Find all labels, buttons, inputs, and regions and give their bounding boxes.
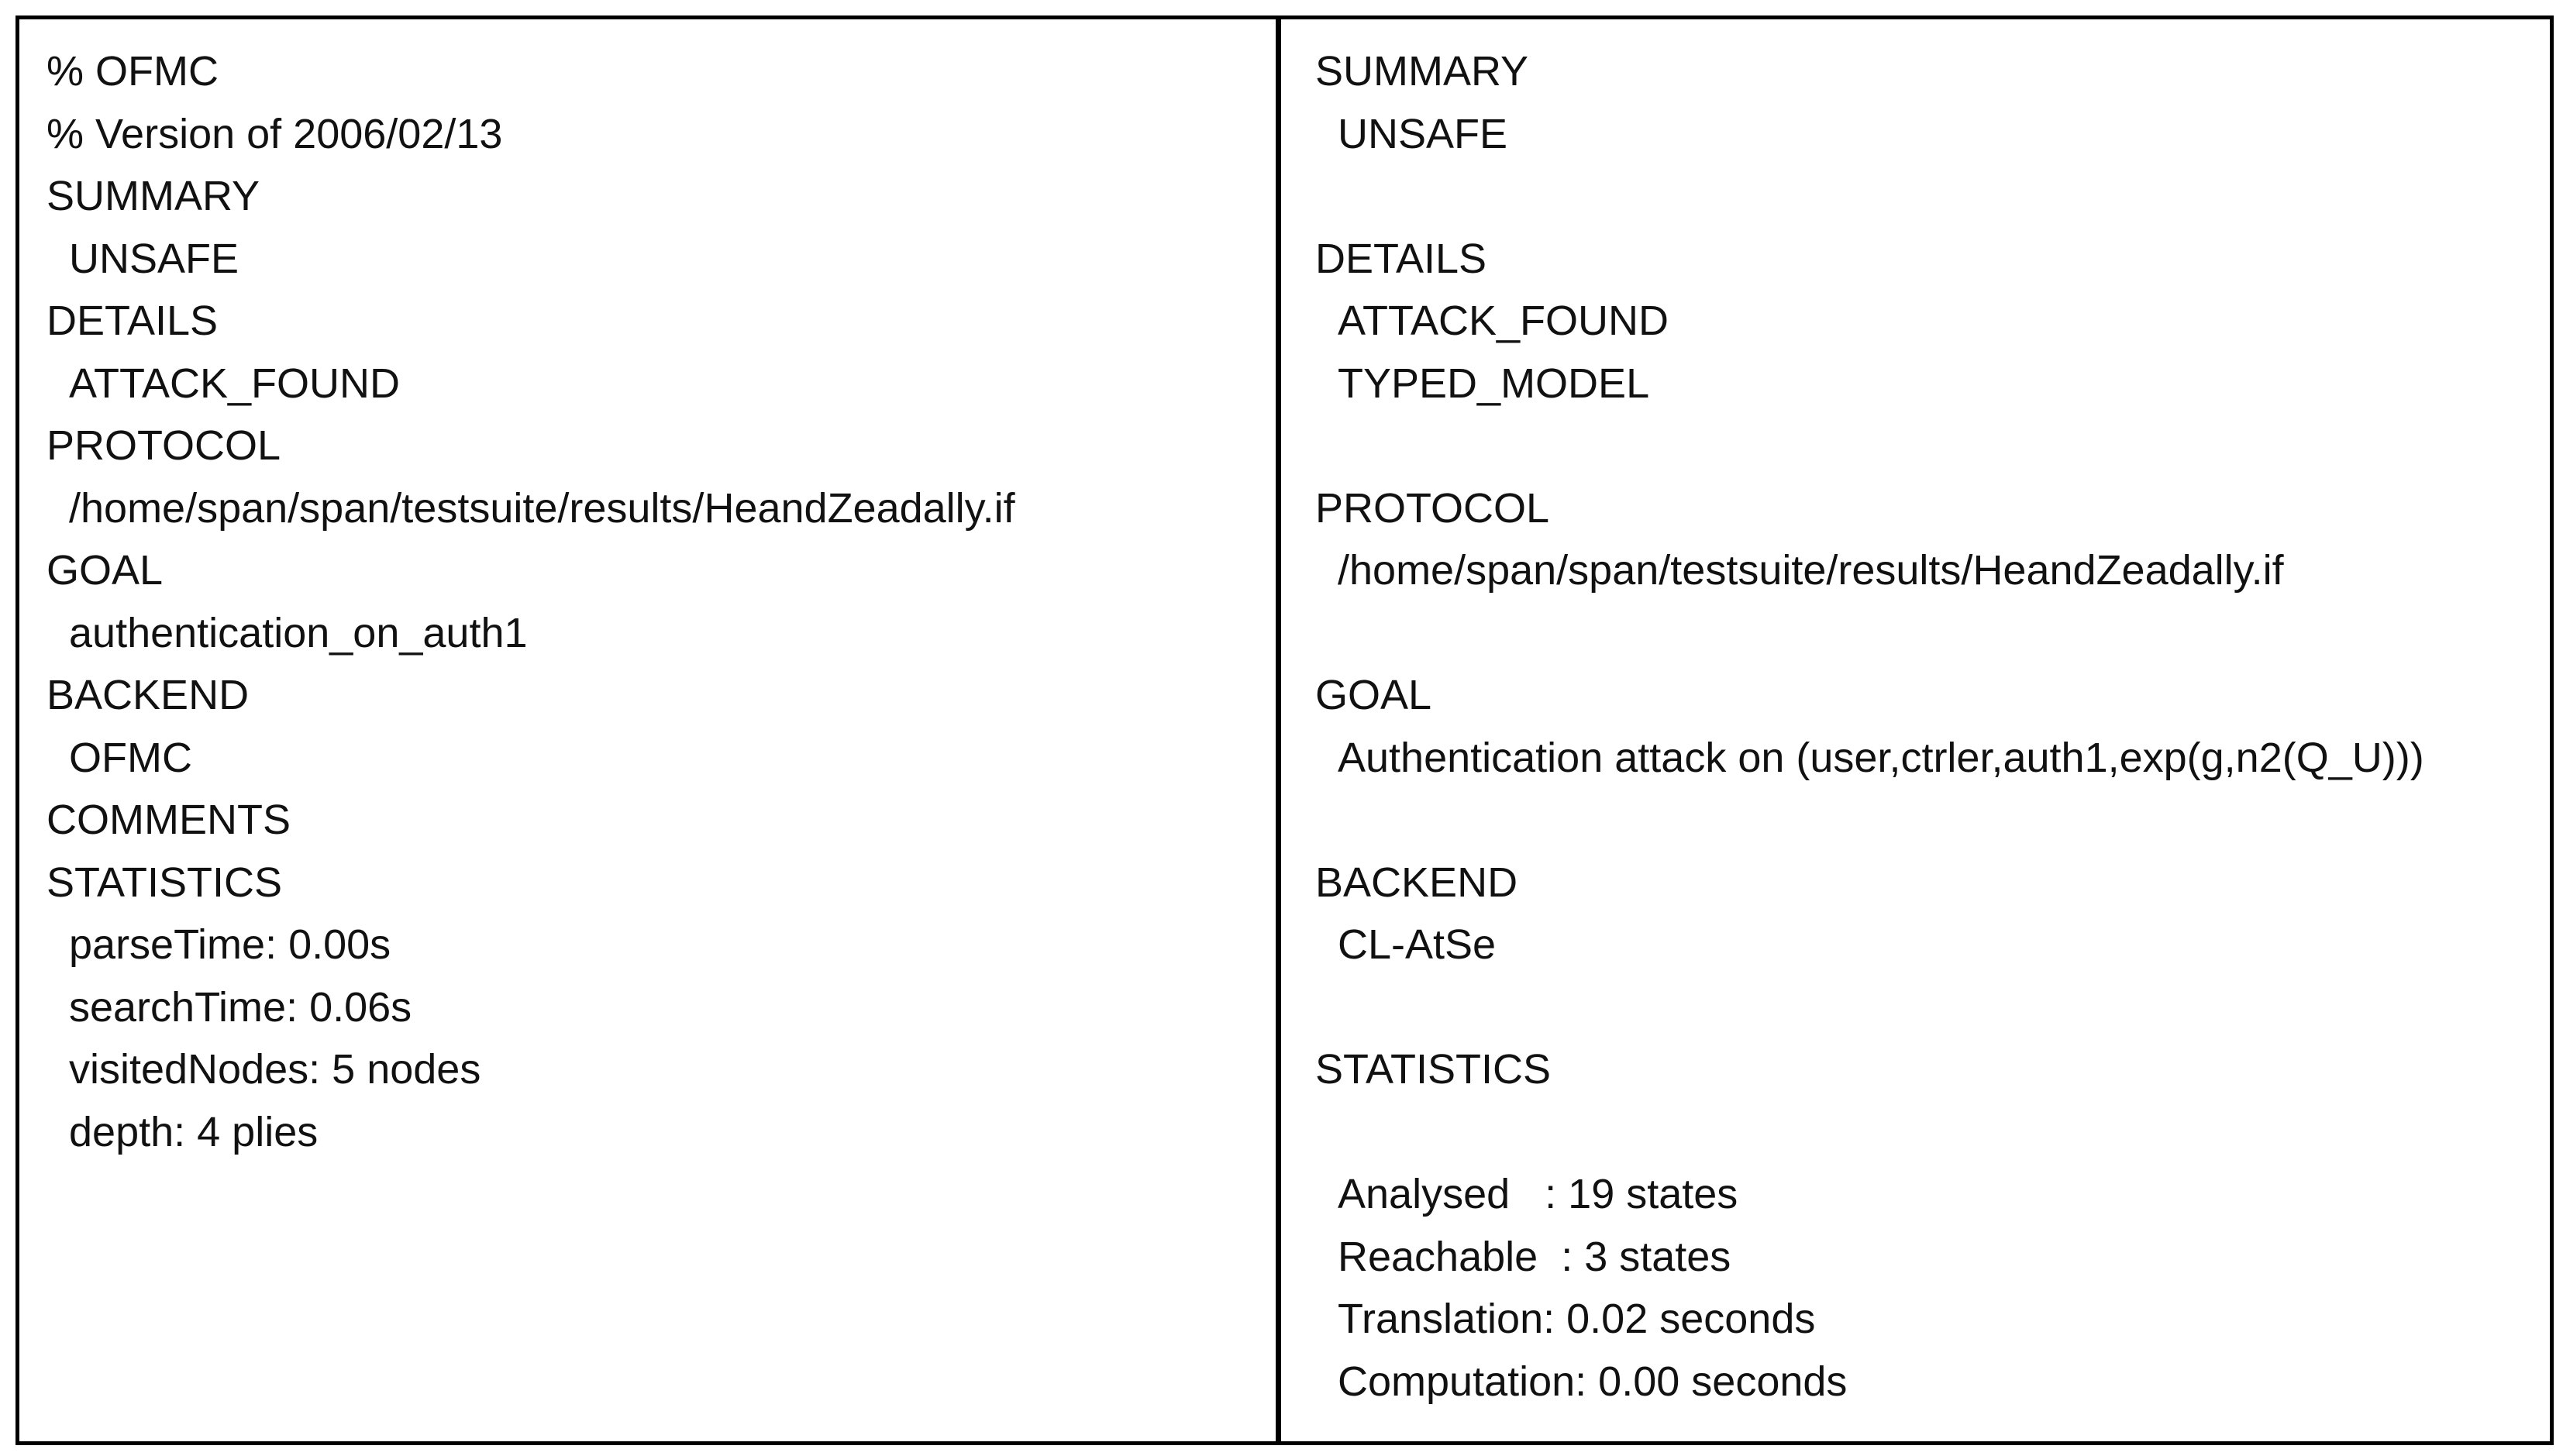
blank-line [1315,165,2532,228]
details-value-model: TYPED_MODEL [1338,360,1650,407]
blank-line [1315,415,2532,477]
stat-reachable: Reachable : 3 states [1338,1233,1731,1280]
goal-label: GOAL [47,547,164,594]
summary-label: SUMMARY [47,173,260,219]
blank-line [1315,602,2532,665]
backend-value: CL-AtSe [1338,921,1497,968]
summary-value: UNSAFE [1338,110,1508,157]
comments-label: COMMENTS [47,797,291,843]
ofmc-output-panel [47,40,1256,1163]
column-divider [1276,15,1281,1445]
stat-analysed: Analysed : 19 states [1338,1171,1738,1217]
stat-parse-time: parseTime: 0.00s [69,921,391,968]
backend-value: OFMC [69,734,192,781]
protocol-label: PROTOCOL [47,422,281,469]
stat-translation: Translation: 0.02 seconds [1338,1296,1816,1342]
ofmc-header-line: % OFMC [47,48,219,95]
protocol-path: /home/span/span/testsuite/results/HeandZeadally.if [69,484,1015,532]
summary-value: UNSAFE [69,235,239,282]
stat-visited-nodes: visitedNodes: 5 nodes [69,1046,481,1093]
summary-label: SUMMARY [1315,48,1529,95]
backend-label: BACKEND [1315,859,1518,906]
statistics-label: STATISTICS [1315,1046,1552,1093]
stat-computation: Computation: 0.00 seconds [1338,1358,1848,1405]
protocol-path: /home/span/span/testsuite/results/HeandZeadally.if [1338,547,2284,594]
stat-search-time: searchTime: 0.06s [69,983,412,1031]
blank-line [1315,789,2532,852]
details-value-attack: ATTACK_FOUND [1338,298,1669,344]
statistics-label: STATISTICS [47,859,283,906]
details-value: ATTACK_FOUND [69,360,401,407]
blank-line [1315,1101,2532,1164]
protocol-label: PROTOCOL [1315,484,1550,532]
stat-depth: depth: 4 plies [69,1108,319,1155]
goal-value: authentication_on_auth1 [69,609,528,656]
goal-value: Authentication attack on (user,ctrler,auth1,exp(g,n2(Q_U))) [1338,734,2424,781]
details-label: DETAILS [1315,235,1487,282]
ofmc-version-line: % Version of 2006/02/13 [47,110,503,157]
goal-label: GOAL [1315,672,1432,718]
backend-label: BACKEND [47,672,250,718]
clatse-output-panel [1315,40,2532,1413]
blank-line [1315,976,2532,1039]
details-label: DETAILS [47,298,219,344]
